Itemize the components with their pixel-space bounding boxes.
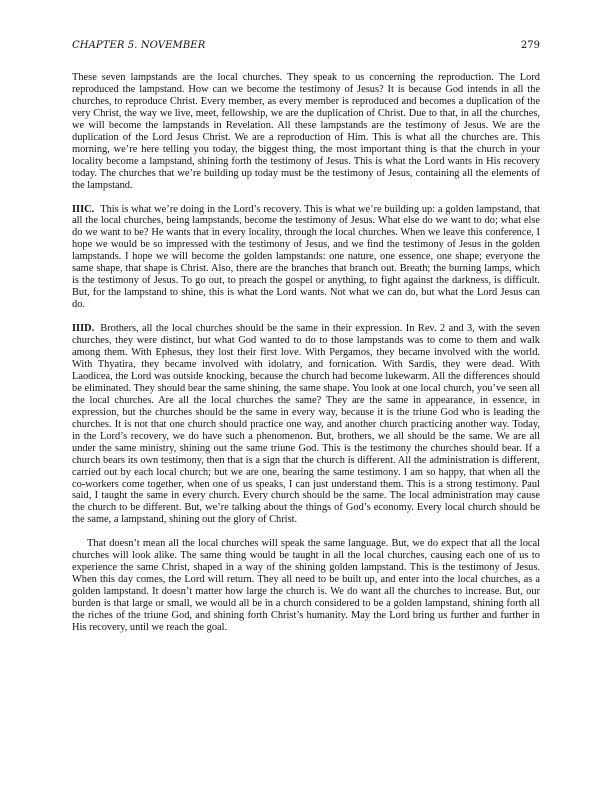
paragraph-iiic (72, 204, 540, 312)
section-label-iiic: IIIC. (72, 203, 95, 215)
page-number: 279 (520, 40, 540, 51)
chapter-title: CHAPTER 5. NOVEMBER (72, 40, 206, 51)
paragraph-conclusion (72, 538, 540, 634)
paragraph-text: Brothers, all the local churches should be the same in their expression. In Rev. 2 and 3, with the seven churches, they were distinct, but what God wanted to do to those lampstands was to come to them and walk among them. With Ephesus, they lost their first love. With Pergamos, they became involved with the world. With Thyatira, they became involved with idolatry, and fornication. With Sardis, they were dead. With Laodicea, the Lord was outside knocking, because the church had become lukewarm. All the differences should be eliminated. They should bear the same shining, the same shape. You look at one local church, you’ve seen all the local churches. Are all the local churches the same? They are the same in appearance, in essence, in expression, but the churches should be the same in every way, because it is the triune God who is leading the churches. It is not that one church should practice one way, and another church practicing another way. Today, in the Lord’s recovery, we do have such a phenomenon. But, brothers, we all should be the same. We are all under the same ministry, shining out the same triune God. This is the testimony the churches should bear. If a church bears its own testimony, then that is a sign that the church is different. All the administration is different, carried out by each local church; but we are one, bearing the same testimony. I am so happy, that when all the co-workers come together, when one of us speaks, I can just understand them. This is a strong testimony. Paul said, I taught the same in every church. Every church should be the same. The local administration may cause the church to be different. But, we’re talking about the things of God’s economy. Every local church should be the same, a lampstand, shining out the glory of Christ. (72, 323, 540, 526)
paragraph-iiid (72, 323, 540, 526)
document-page (72, 40, 540, 646)
paragraph-text: That doesn’t mean all the local churches will speak the same language. But, we do expect that all the local churches will look alike. The same thing would be taught in all the local churches, causing each one of us to experience the same Christ, shaped in a way of the shining golden lampstand. This is the testimony of Jesus. When this day comes, the Lord will return. They all need to be built up, and enter into the local churches, as a golden lampstand. It doesn’t matter how large the church is. We do want all the churches to increase. But, our burden is that large or small, we would all be in a church considered to be a golden lampstand, shining forth all the riches of the triune God, and shining forth Christ’s humanity. May the Lord bring us further and further in His recovery, until we reach the goal. (72, 538, 540, 633)
paragraph-text: These seven lampstands are the local churches. They speak to us concerning the reproduction. The Lord reproduced the lampstand. How can we become the testimony of Jesus? It is because God intends in all the churches, to reproduce Christ. Every member, as every member is reproduced and becomes a duplication of the very Christ, the way we live, meet, fellowship, we are the duplication of Christ. Due to that, in all the churches, we will become the lampstands in Revelation. All these lampstands are the testimony of Jesus. We are the duplication of the Lord Jesus Christ. We are a reproduction of Him. This is what all the churches are. This morning, we’re here telling you today, the biggest thing, the most important thing is that the church in your locality become a lampstand, shining forth the testimony of Jesus. This is what the Lord wants in His recovery today. The churches that we’re building up today must be the testimony of Jesus, containing all the elements of the lampstand. (72, 72, 540, 191)
running-header (72, 40, 540, 54)
paragraph-lampstands (72, 72, 540, 192)
paragraph-text: This is what we’re doing in the Lord’s recovery. This is what we’re building up: a golden lampstand, that all the local churches, being lampstands, become the testimony of Jesus. What else do we want to do; what else do we want to be? He wants that in every locality, through the local churches. When we leave this conference, I hope we would be so impressed with the testimony of Jesus, and we find the testimony of Jesus in the golden lampstands. I hope we will become the golden lampstands: one nature, one essence, one shape; everyone the same shape, that shape is Christ. Also, there are the branches that branch out. Breath; the burning lamps, which is the testimony of Jesus. To go out, to preach the gospel or anything, to fight against the darkness, is difficult. But, for the lampstand to shine, this is what the Lord wants. Not what we can do, but what the Lord Jesus can do. (72, 203, 540, 311)
section-label-iiid: IIID. (72, 323, 95, 335)
